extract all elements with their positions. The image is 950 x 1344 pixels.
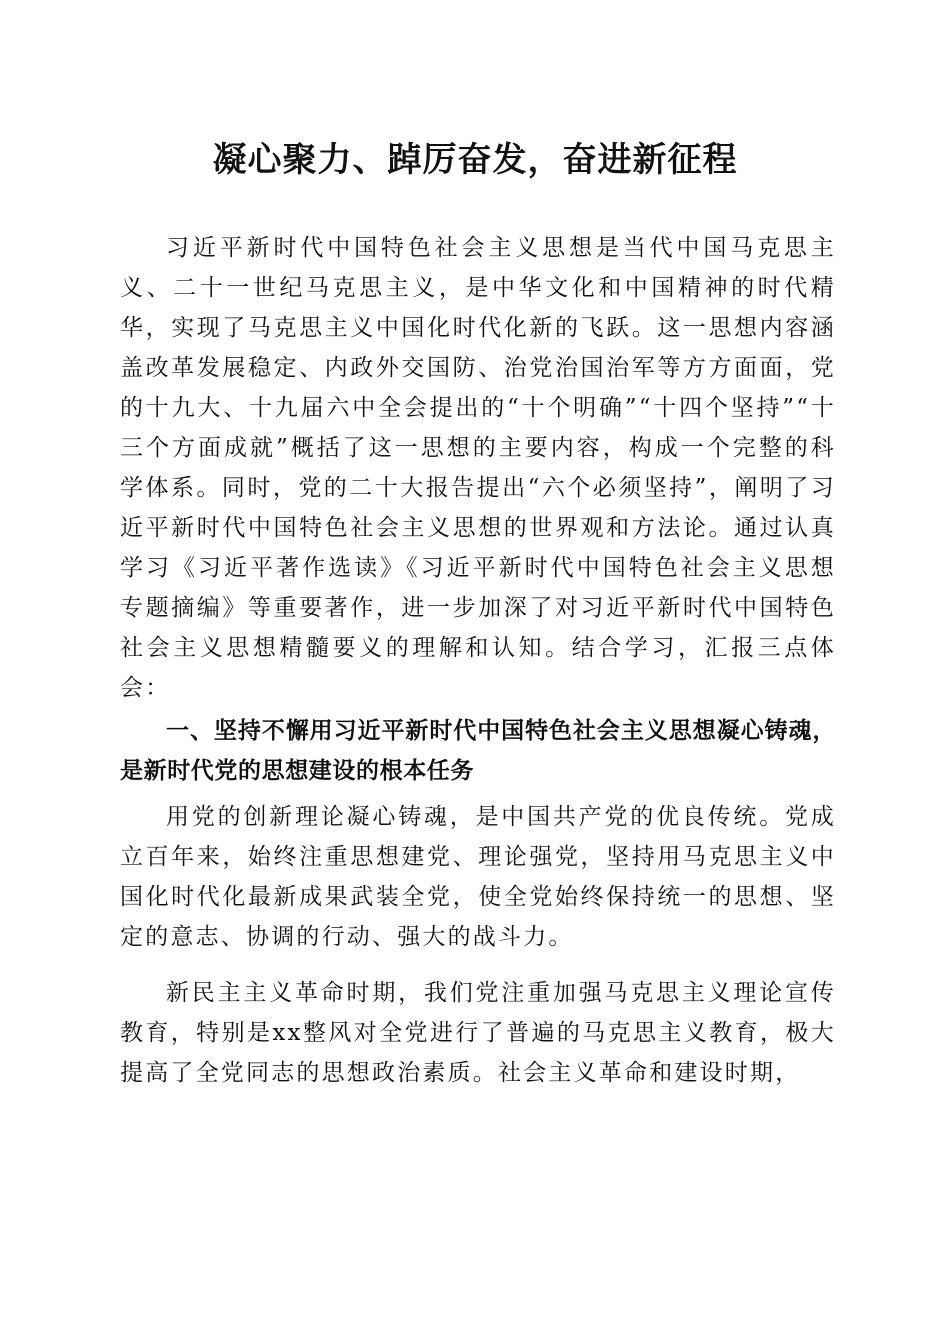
intro-paragraph: 习近平新时代中国特色社会主义思想是当代中国马克思主义、二十一世纪马克思主义，是中华文化和中国精神的时代精华，实现了马克思主义中国化时代化新的飞跃。这一思想内容涵盖改革发展稳定、内政外交国防、治党治国治军等方方面面，党的十九大、十九届六中全会提出的“十个明确”“十四个坚持”“十三个方面成就”概括了这一思想的主要内容，构成一个完整的科学体系。同时，党的二十大报告提出“六个必须坚持”，阐明了习近平新时代中国特色社会主义思想的世界观和方法论。通过认真学习《习近平著作选读》《习近平新时代中国特色社会主义思想专题摘编》等重要著作，进一步加深了对习近平新时代中国特色社会主义思想精髓要义的理解和认知。结合学习，汇报三点体会： — [120, 235, 836, 701]
section-heading-1: 一、坚持不懈用习近平新时代中国特色社会主义思想凝心铸魂，是新时代党的思想建设的根本任务 — [120, 718, 836, 784]
section-1-paragraph-1: 用党的创新理论凝心铸魂，是中国共产党的优良传统。党成立百年来，始终注重思想建党、理论强党，坚持用马克思主义中国化时代化最新成果武装全党，使全党始终保持统一的思想、坚定的意志、协调的行动、强大的战斗力。 — [120, 804, 836, 950]
document-title: 凝心聚力、踔厉奋发，奋进新征程 — [212, 140, 738, 180]
section-1-paragraph-2: 新民主主义革命时期，我们党注重加强马克思主义理论宣传教育，特别是xx整风对全党进行了普遍的马克思主义教育，极大提高了全党同志的思想政治素质。社会主义革命和建设时期， — [120, 980, 836, 1086]
document-body — [120, 228, 836, 1093]
